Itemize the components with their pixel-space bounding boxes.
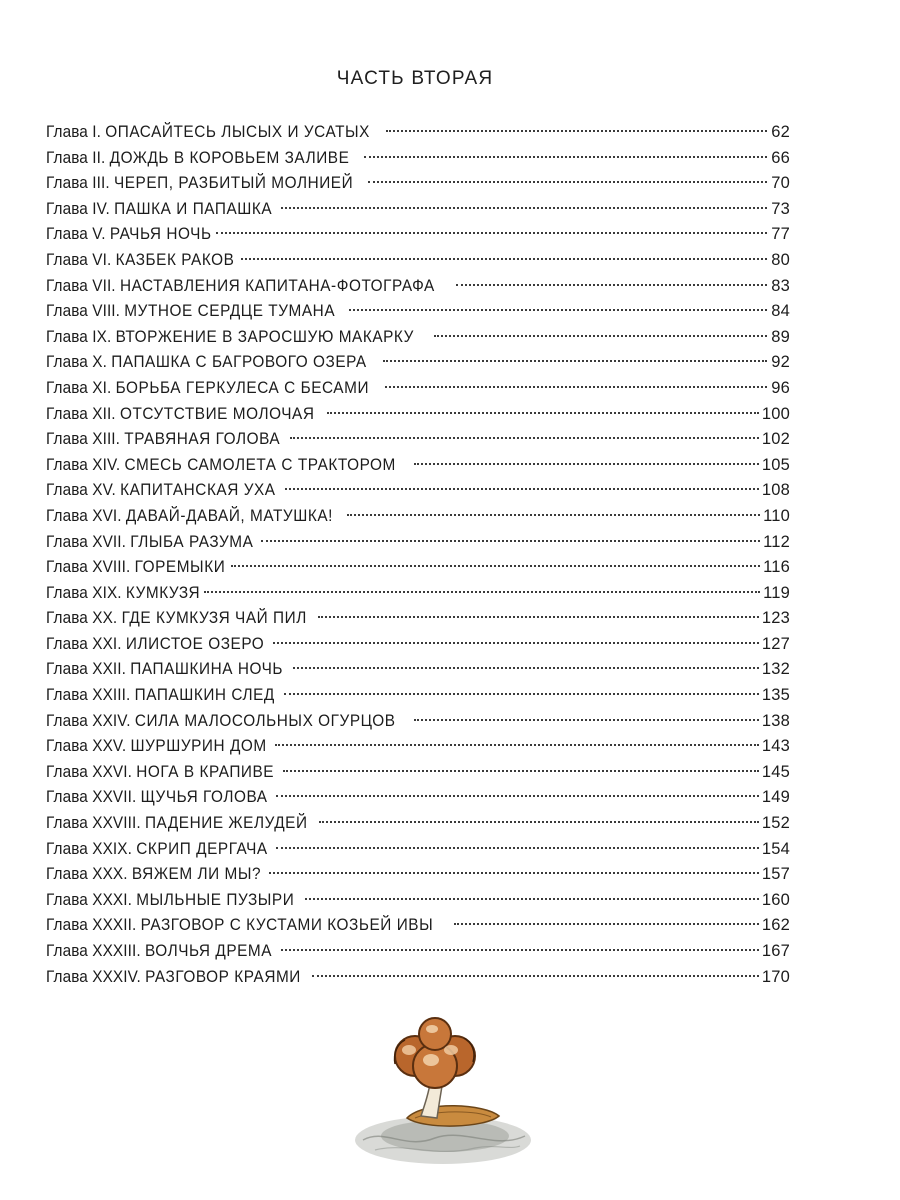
toc-entry-17[interactable] [46, 530, 790, 556]
chapter-page-number: 102 [761, 430, 790, 449]
chapter-label: Глава VII. [46, 276, 116, 295]
chapter-page-number: 116 [763, 558, 790, 577]
dot-leader [293, 667, 759, 669]
toc-entry-1[interactable] [46, 120, 790, 146]
dot-leader [454, 923, 758, 925]
chapter-page-number: 100 [761, 404, 790, 423]
toc-entry-23[interactable] [46, 683, 790, 709]
chapter-page-number: 132 [761, 660, 790, 679]
chapter-label: Глава XXXIII. [46, 942, 141, 960]
chapter-title: РАЗГОВОР С КУСТАМИ КОЗЬЕЙ ИВЫ [140, 916, 434, 935]
chapter-label: Глава IV. [46, 199, 110, 218]
chapter-label: Глава XV. [46, 481, 116, 500]
toc-entry-19[interactable] [46, 581, 790, 607]
chapter-title: ЩУЧЬЯ ГОЛОВА [140, 788, 268, 807]
chapter-page-number: 170 [761, 967, 790, 986]
chapter-title: КУМКУЗЯ [125, 583, 201, 602]
chapter-title: МЫЛЬНЫЕ ПУЗЫРИ [136, 890, 295, 909]
chapter-label: Глава XXVII. [46, 788, 137, 807]
chapter-label: Глава XXII. [46, 660, 127, 679]
chapter-page-number: 77 [771, 225, 790, 244]
chapter-page-number: 66 [771, 148, 790, 167]
dot-leader [261, 540, 760, 542]
chapter-title: ГЛЫБА РАЗУМА [130, 532, 254, 551]
toc-entry-9[interactable] [46, 325, 790, 351]
toc-entry-33[interactable] [46, 939, 790, 965]
toc-entry-3[interactable] [46, 171, 790, 197]
chapter-label: Глава XXV. [46, 737, 127, 756]
chapter-title: СИЛА МАЛОСОЛЬНЫХ ОГУРЦОВ [134, 711, 396, 730]
toc-entry-22[interactable] [46, 657, 790, 683]
dot-leader [318, 616, 758, 618]
chapter-title: ПАШКА И ПАПАШКА [114, 199, 273, 218]
dot-leader [456, 284, 767, 286]
chapter-title: ЧЕРЕП, РАЗБИТЫЙ МОЛНИЕЙ [113, 174, 354, 193]
dot-leader [284, 693, 759, 695]
chapter-page-number: 83 [771, 276, 790, 295]
toc-entry-31[interactable] [46, 888, 790, 914]
chapter-label: Глава XII. [46, 404, 116, 423]
toc-entry-4[interactable] [46, 197, 790, 223]
chapter-page-number: 92 [771, 353, 790, 372]
chapter-title: ПАПАШКИНА НОЧЬ [130, 660, 284, 679]
chapter-label: Глава XXIV. [46, 711, 131, 730]
chapter-label: Глава XX. [46, 609, 118, 628]
dot-leader [349, 309, 767, 311]
chapter-page-number: 160 [761, 890, 790, 909]
chapter-title: НАСТАВЛЕНИЯ КАПИТАНА-ФОТОГРАФА [119, 276, 435, 295]
chapter-page-number: 70 [771, 174, 790, 193]
chapter-title: ПАПАШКИН СЛЕД [134, 686, 275, 705]
chapter-label: Глава XXVI. [46, 762, 132, 781]
chapter-title: СМЕСЬ САМОЛЕТА С ТРАКТОРОМ [124, 455, 396, 474]
chapter-title: ВТОРЖЕНИЕ В ЗАРОСШУЮ МАКАРКУ [115, 327, 414, 346]
toc-entry-6[interactable] [46, 248, 790, 274]
toc-entry-7[interactable] [46, 274, 790, 300]
chapter-label: Глава I. [46, 123, 101, 141]
toc-entry-32[interactable] [46, 913, 790, 939]
dot-leader [204, 591, 760, 593]
chapter-page-number: 110 [763, 506, 790, 525]
toc-entry-26[interactable] [46, 760, 790, 786]
dot-leader [434, 335, 767, 337]
chapter-page-number: 62 [771, 123, 790, 141]
chapter-title: ГОРЕМЫКИ [134, 558, 226, 577]
chapter-title: ТРАВЯНАЯ ГОЛОВА [124, 430, 281, 449]
chapter-page-number: 149 [761, 788, 790, 807]
chapter-label: Глава XIII. [46, 430, 121, 449]
chapter-page-number: 162 [761, 916, 790, 935]
chapter-page-number: 119 [763, 583, 790, 602]
chapter-title: ИЛИСТОЕ ОЗЕРО [125, 634, 265, 653]
toc-entry-14[interactable] [46, 453, 790, 479]
chapter-label: Глава VIII. [46, 302, 121, 321]
chapter-title: РАЗГОВОР КРАЯМИ [145, 967, 301, 986]
dot-leader [414, 463, 759, 465]
dot-leader [276, 795, 759, 797]
chapter-title: БОРЬБА ГЕРКУЛЕСА С БЕСАМИ [115, 378, 370, 397]
dot-leader [368, 181, 767, 183]
chapter-title: СКРИП ДЕРГАЧА [136, 839, 268, 858]
toc-entry-21[interactable] [46, 632, 790, 658]
chapter-label: Глава XIX. [46, 583, 122, 602]
chapter-title: ПАПАШКА С БАГРОВОГО ОЗЕРА [111, 353, 367, 372]
dot-leader [216, 232, 767, 234]
toc-entry-29[interactable] [46, 837, 790, 863]
chapter-title: ОПАСАЙТЕСЬ ЛЫСЫХ И УСАТЫХ [105, 123, 370, 141]
chapter-page-number: 143 [761, 737, 790, 756]
chapter-page-number: 123 [761, 609, 790, 628]
mushroom-illustration-icon [345, 1000, 535, 1170]
toc-entry-8[interactable] [46, 299, 790, 325]
chapter-title: НОГА В КРАПИВЕ [136, 762, 275, 781]
chapter-label: Глава XXI. [46, 634, 122, 653]
chapter-page-number: 135 [761, 686, 790, 705]
chapter-page-number: 112 [763, 532, 790, 551]
dot-leader [276, 847, 758, 849]
dot-leader [312, 975, 759, 977]
chapter-label: Глава III. [46, 174, 110, 193]
chapter-label: Глава V. [46, 225, 106, 244]
toc-entry-16[interactable] [46, 504, 790, 530]
dot-leader [241, 258, 767, 260]
dot-leader [283, 770, 759, 772]
dot-leader [383, 360, 767, 362]
dot-leader [281, 949, 759, 951]
dot-leader [364, 156, 767, 158]
chapter-label: Глава IX. [46, 327, 112, 346]
chapter-title: ДАВАЙ-ДАВАЙ, МАТУШКА! [125, 506, 333, 525]
toc-entry-30[interactable] [46, 862, 790, 888]
chapter-title: ШУРШУРИН ДОМ [130, 737, 267, 756]
toc-entry-18[interactable] [46, 555, 790, 581]
dot-leader [327, 412, 759, 414]
chapter-label: Глава VI. [46, 250, 112, 269]
chapter-label: Глава XXXII. [46, 916, 137, 935]
chapter-label: Глава XXX. [46, 865, 128, 884]
chapter-page-number: 154 [761, 839, 790, 858]
chapter-label: Глава XXXI. [46, 890, 132, 909]
toc-entry-13[interactable] [46, 427, 790, 453]
dot-leader [273, 642, 759, 644]
table-of-contents [46, 120, 790, 990]
chapter-page-number: 105 [761, 455, 790, 474]
chapter-title: ПАДЕНИЕ ЖЕЛУДЕЙ [144, 814, 308, 833]
chapter-label: Глава XXXIV. [46, 967, 141, 986]
toc-entry-28[interactable] [46, 811, 790, 837]
chapter-label: Глава II. [46, 148, 106, 167]
dot-leader [281, 207, 767, 209]
toc-entry-5[interactable] [46, 222, 790, 248]
chapter-page-number: 138 [761, 711, 790, 730]
toc-entry-25[interactable] [46, 734, 790, 760]
chapter-title: ДОЖДЬ В КОРОВЬЕМ ЗАЛИВЕ [109, 148, 350, 167]
chapter-page-number: 157 [761, 865, 790, 884]
chapter-label: Глава XXIII. [46, 686, 131, 705]
toc-entry-10[interactable] [46, 350, 790, 376]
chapter-page-number: 73 [771, 199, 790, 218]
chapter-title: МУТНОЕ СЕРДЦЕ ТУМАНА [124, 302, 336, 321]
dot-leader [305, 898, 759, 900]
chapter-page-number: 152 [761, 814, 790, 833]
chapter-page-number: 145 [761, 762, 790, 781]
toc-entry-15[interactable] [46, 478, 790, 504]
chapter-page-number: 80 [771, 250, 790, 269]
chapter-page-number: 127 [761, 634, 790, 653]
toc-entry-24[interactable] [46, 709, 790, 735]
dot-leader [231, 565, 760, 567]
toc-entry-2[interactable] [46, 146, 790, 172]
chapter-page-number: 89 [771, 327, 790, 346]
dot-leader [347, 514, 761, 516]
dot-leader [385, 386, 767, 388]
part-title: ЧАСТЬ ВТОРАЯ [336, 68, 494, 89]
chapter-page-number: 108 [761, 481, 790, 500]
toc-entry-34[interactable] [46, 965, 790, 991]
toc-entry-27[interactable] [46, 785, 790, 811]
chapter-page-number: 96 [771, 378, 790, 397]
dot-leader [414, 719, 759, 721]
toc-entry-12[interactable] [46, 402, 790, 428]
dot-leader [275, 744, 758, 746]
chapter-label: Глава XXIX. [46, 839, 132, 858]
chapter-label: Глава XXVIII. [46, 814, 141, 833]
dot-leader [285, 488, 759, 490]
chapter-label: Глава XVII. [46, 532, 127, 551]
chapter-label: Глава XIV. [46, 455, 121, 474]
chapter-title: ВЯЖЕМ ЛИ МЫ? [131, 865, 262, 884]
chapter-page-number: 84 [771, 302, 790, 321]
chapter-title: КАЗБЕК РАКОВ [115, 250, 235, 269]
chapter-label: Глава XVI. [46, 506, 122, 525]
toc-entry-11[interactable] [46, 376, 790, 402]
chapter-page-number: 167 [761, 942, 790, 960]
chapter-label: Глава X. [46, 353, 107, 372]
chapter-title: ГДЕ КУМКУЗЯ ЧАЙ ПИЛ [121, 609, 307, 628]
dot-leader [269, 872, 759, 874]
chapter-title: РАЧЬЯ НОЧЬ [109, 225, 212, 244]
chapter-title: ВОЛЧЬЯ ДРЕМА [144, 942, 273, 960]
dot-leader [290, 437, 759, 439]
chapter-label: Глава XI. [46, 378, 112, 397]
dot-leader [386, 130, 767, 132]
toc-entry-20[interactable] [46, 606, 790, 632]
cap-lobe-top [419, 1018, 451, 1050]
chapter-label: Глава XVIII. [46, 558, 131, 577]
chapter-title: КАПИТАНСКАЯ УХА [120, 481, 276, 500]
dot-leader [319, 821, 759, 823]
chapter-title: ОТСУТСТВИЕ МОЛОЧАЯ [119, 404, 315, 423]
